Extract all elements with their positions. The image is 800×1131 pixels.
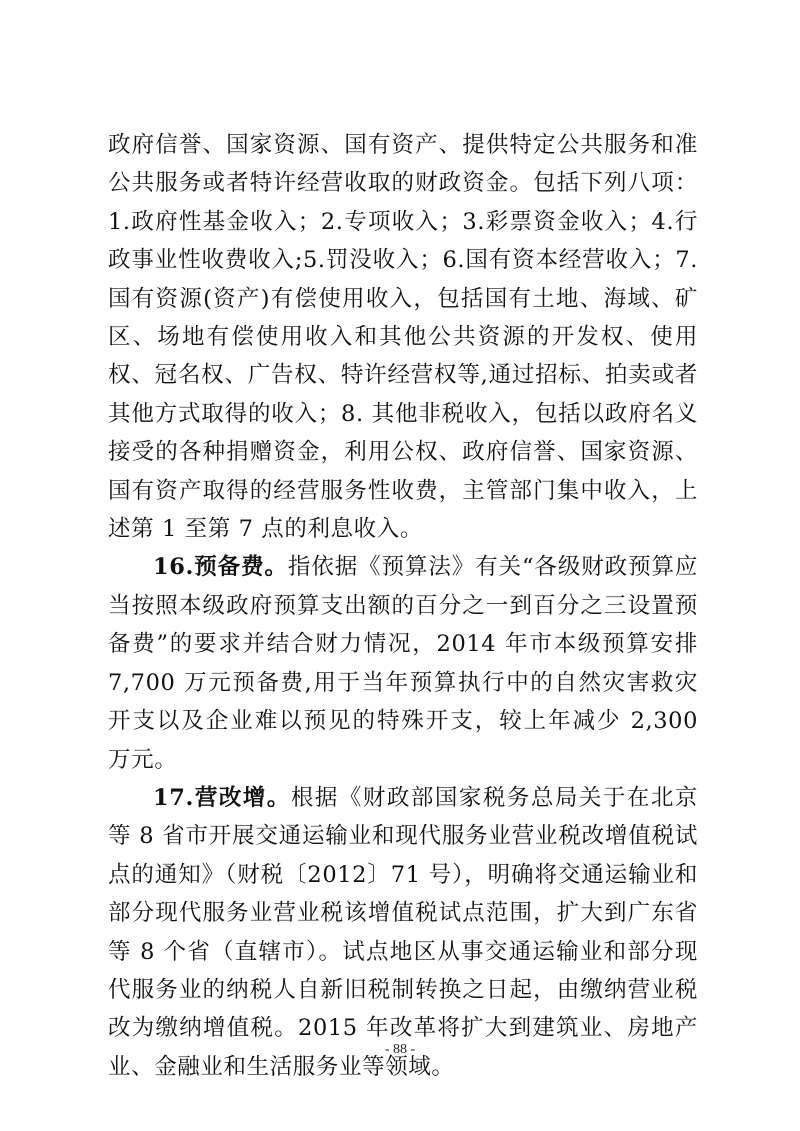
term-heading: 16.预备费。	[153, 554, 288, 581]
paragraph-text: 根据《财政部国家税务总局关于在北京等 8 省市开展交通运输业和现代服务业营业税改增值税试点的通知》（财税〔2012〕71 号），明确将交通运输业和部分现代服务业营业税该增值税试点范围，扩大到广东省等 8 个省（直辖市）。试点地区从事交通运输业和部分现代服务业的纳税人自新旧税制转换之日起，由缴纳营业税改为缴纳增值税。2015 年改革将扩大到建筑业、房地产业、金融业和生活服务业等领域。	[108, 784, 698, 1080]
paragraph-vat-reform	[108, 779, 698, 1086]
paragraph-reserve-fund	[108, 548, 698, 778]
paragraph-text: 政府信誉、国家资源、国有资产、提供特定公共服务和准公共服务或者特许经营收取的财政资金。包括下列八项：1.政府性基金收入；2.专项收入；3.彩票资金收入；4.行政事业性收费收入;5.罚没收入；6.国有资本经营收入；7.国有资源(资产)有偿使用收入，包括国有土地、海域、矿区、场地有偿使用收入和其他公共资源的开发权、使用权、冠名权、广告权、特许经营权等,通过招标、拍卖或者其他方式取得的收入；8. 其他非税收入，包括以政府名义接受的各种捐赠资金，利用公权、政府信誉、国家资源、国有资产取得的经营服务性收费，主管部门集中收入，上述第 1 至第 7 点的利息收入。	[108, 132, 698, 543]
paragraph-non-tax-revenue-continued	[108, 126, 698, 548]
term-heading: 17.营改增。	[153, 784, 291, 811]
document-page	[108, 126, 698, 1086]
page-number: - 88 -	[384, 1042, 416, 1057]
paragraph-text: 指依据《预算法》有关“各级财政预算应当按照本级政府预算支出额的百分之一到百分之三设置预备费”的要求并结合财力情况，2014 年市本级预算安排 7,700 万元预备费,用于当年预算执行中的自然灾害救灾开支以及企业难以预见的特殊开支，较上年减少 2,300 万元。	[108, 554, 698, 773]
